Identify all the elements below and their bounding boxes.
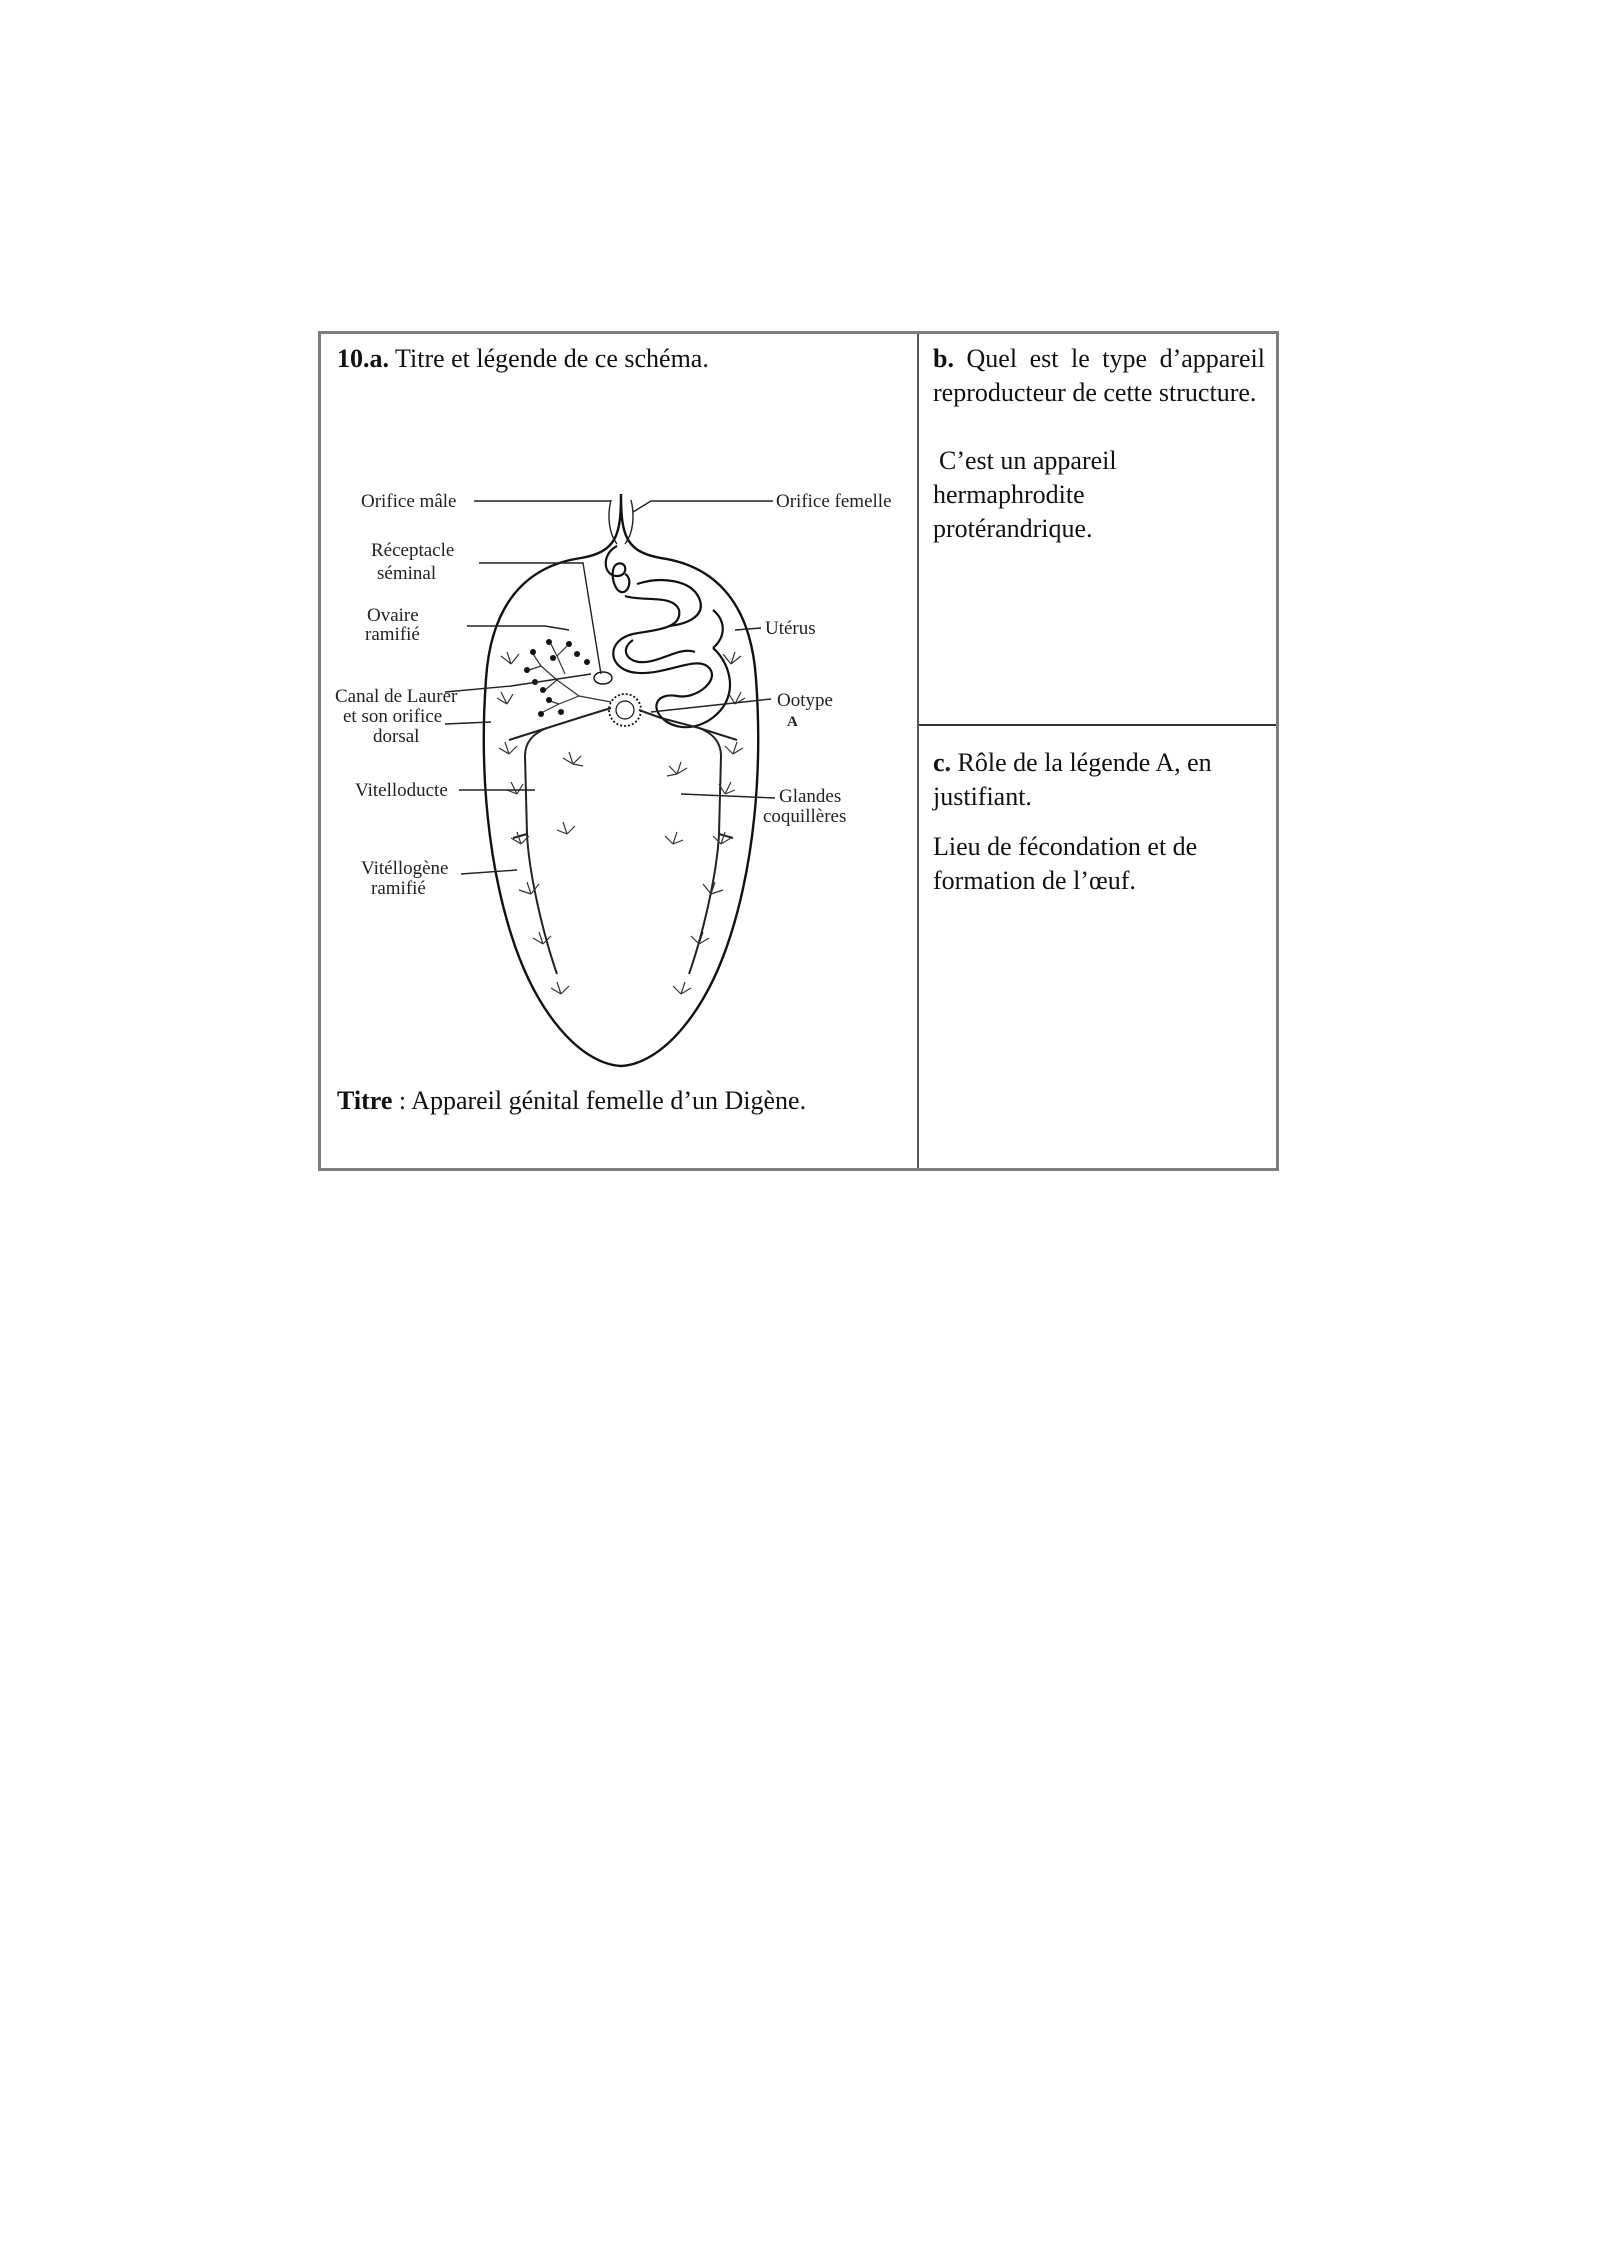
label-laurer-1: Canal de Laurer bbox=[335, 686, 458, 707]
label-vitellogene-2: ramifié bbox=[371, 878, 426, 899]
answer-c: Lieu de fécondation et de formation de l’œuf. bbox=[933, 832, 1198, 895]
cell-question-c bbox=[919, 726, 1276, 1168]
label-receptacle-1: Réceptacle bbox=[371, 540, 455, 561]
label-glandes-1: Glandes bbox=[779, 786, 842, 807]
diagram-title bbox=[337, 1084, 806, 1118]
answer-b bbox=[933, 444, 1265, 546]
vitellaria-left bbox=[497, 652, 583, 994]
label-vitellogene-1: Vitéllogène bbox=[361, 858, 449, 879]
label-orifice-male: Orifice mâle bbox=[361, 491, 457, 512]
question-c-text: Rôle de la légende A, en justifiant. bbox=[933, 748, 1212, 811]
label-ovaire-1: Ovaire bbox=[367, 605, 419, 626]
answer-b-line3: protérandrique. bbox=[933, 514, 1093, 543]
question-b-letter: b. bbox=[933, 344, 954, 373]
cell-question-a bbox=[321, 334, 919, 1168]
question-a-number: 10.a. bbox=[337, 344, 389, 373]
ovary bbox=[529, 644, 611, 712]
answer-b-line2: hermaphrodite bbox=[933, 480, 1085, 509]
answer-b-line1: C’est un appareil bbox=[939, 446, 1117, 475]
label-vitelloducte: Vitelloducte bbox=[355, 780, 448, 801]
title-text: : Appareil génital femelle d’un Digène. bbox=[392, 1086, 807, 1115]
question-c-letter: c. bbox=[933, 748, 952, 777]
question-a-text: Titre et légende de ce schéma. bbox=[389, 344, 709, 373]
title-label: Titre bbox=[337, 1086, 393, 1115]
cirrus bbox=[606, 546, 630, 592]
question-a bbox=[337, 342, 709, 376]
label-orifice-femelle: Orifice femelle bbox=[776, 491, 892, 512]
leader-lines bbox=[445, 501, 775, 874]
question-c bbox=[933, 746, 1265, 814]
label-ootype: Ootype bbox=[777, 690, 833, 711]
label-ovaire-2: ramifié bbox=[365, 624, 420, 645]
digene-diagram bbox=[321, 434, 919, 1074]
label-laurer-3: dorsal bbox=[373, 726, 420, 747]
label-uterus: Utérus bbox=[765, 618, 816, 639]
ootype bbox=[609, 694, 641, 726]
question-b bbox=[933, 342, 1265, 410]
uterus-coils bbox=[613, 596, 730, 727]
question-b-text: Quel est le type d’appareil reproducteur de cette structure. bbox=[933, 344, 1265, 407]
receptacle bbox=[594, 672, 612, 684]
exercise-table bbox=[318, 331, 1279, 1171]
label-ootype-letter: A bbox=[787, 714, 798, 730]
label-glandes-2: coquillères bbox=[763, 806, 847, 827]
label-receptacle-2: séminal bbox=[377, 563, 437, 584]
label-laurer-2: et son orifice bbox=[343, 706, 443, 727]
cell-question-b bbox=[919, 334, 1276, 724]
